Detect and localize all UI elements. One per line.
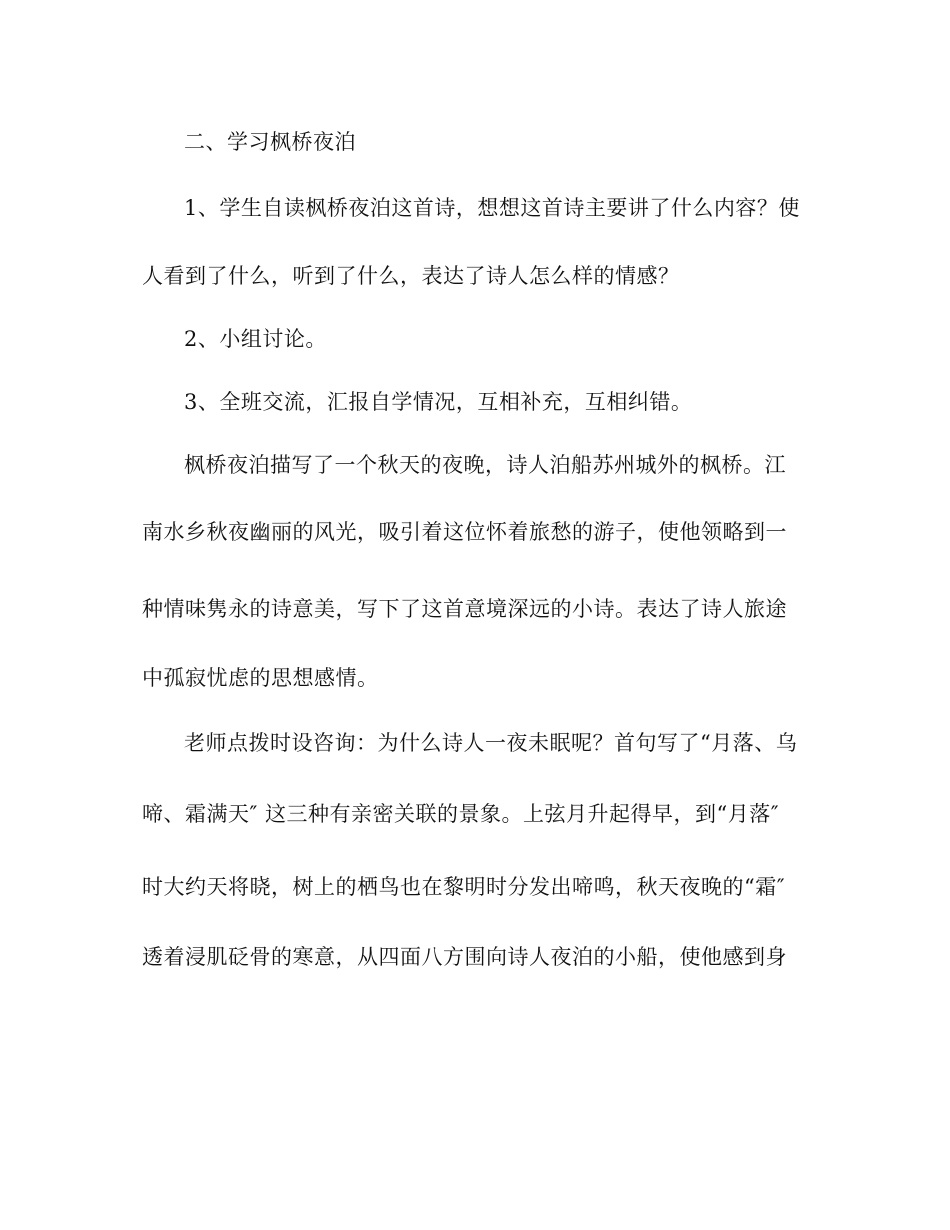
paragraph-line: 种情味隽永的诗意美，写下了这首意境深远的小诗。表达了诗人旅途 bbox=[142, 597, 787, 621]
paragraph-line: 1、学生自读枫桥夜泊这首诗，想想这首诗主要讲了什么内容？使 bbox=[184, 196, 800, 220]
paragraph-line: 透着浸肌砭骨的寒意，从四面八方围向诗人夜泊的小船，使他感到身 bbox=[142, 945, 787, 969]
paragraph-line: 中孤寂忧虑的思想感情。 bbox=[142, 666, 379, 690]
paragraph-line: 人看到了什么，听到了什么，表达了诗人怎么样的情感？ bbox=[142, 264, 680, 288]
paragraph-line: 时大约天将晓，树上的栖鸟也在黎明时分发出啼鸣，秋天夜晚的“霜″ bbox=[142, 875, 786, 899]
paragraph-line: 南水乡秋夜幽丽的风光，吸引着这位怀着旅愁的游子，使他领略到一 bbox=[142, 520, 787, 544]
paragraph-line: 3、全班交流，汇报自学情况，互相补充，互相纠错。 bbox=[184, 390, 693, 414]
paragraph-line: 2、小组讨论。 bbox=[184, 327, 327, 351]
paragraph-line: 啼、霜满天″ 这三种有亲密关联的景象。上弦月升起得早，到“月落″ bbox=[142, 802, 780, 826]
paragraph-line: 枫桥夜泊描写了一个秋天的夜晚，诗人泊船苏州城外的枫桥。江 bbox=[184, 453, 786, 477]
paragraph-line: 老师点拨时设咨询：为什么诗人一夜未眠呢？首句写了“月落、乌 bbox=[184, 731, 798, 755]
section-heading: 二、学习枫桥夜泊 bbox=[184, 130, 356, 154]
